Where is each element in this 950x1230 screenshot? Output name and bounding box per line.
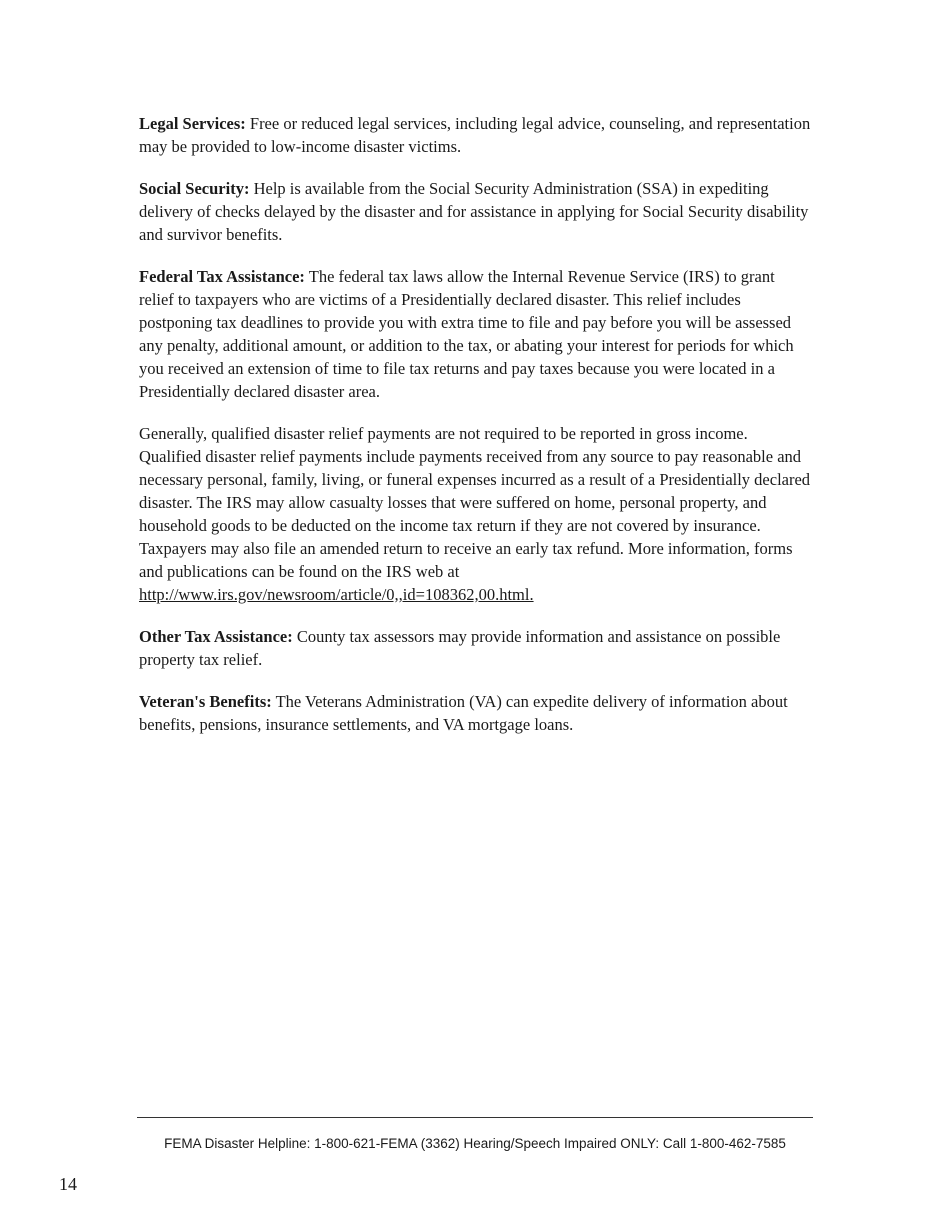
paragraph-text: Help is available from the Social Security Administration (SSA) in expediting delivery of checks delayed by the disaster and for assistance in applying for Social Security disability and survivor benefits. — [139, 179, 809, 244]
paragraph-legal-services — [139, 112, 811, 158]
paragraph-heading: Legal Services: — [139, 114, 246, 133]
footer-helpline: FEMA Disaster Helpline: 1-800-621-FEMA (3362) Hearing/Speech Impaired ONLY: Call 1-800-462-7585 — [164, 1136, 786, 1151]
paragraph-other-tax-assistance — [139, 625, 811, 671]
paragraph-text: Free or reduced legal services, including legal advice, counseling, and representation may be provided to low-income disaster victims. — [139, 114, 811, 156]
paragraph-heading: Veteran's Benefits: — [139, 692, 272, 711]
paragraph-text: County tax assessors may provide information and assistance on possible property tax relief. — [139, 627, 781, 669]
paragraph-text: Generally, qualified disaster relief payments are not required to be reported in gross income. Qualified disaster relief payments include payments received from any source to pay reasonable and necessary personal, family, living, or funeral expenses incurred as a result of a Presidentially declared disaster. The IRS may allow casualty losses that were suffered on home, personal property, and household goods to be deducted on the income tax return if they are not covered by insurance. Taxpayers may also file an amended return to receive an early tax refund. More information, forms and publications can be found on the IRS web at — [139, 424, 811, 581]
paragraph-heading: Other Tax Assistance: — [139, 627, 293, 646]
paragraph-disaster-relief-payments — [139, 422, 811, 606]
irs-newsroom-link[interactable]: http://www.irs.gov/newsroom/article/0,,id=108362,00.html. — [139, 585, 534, 604]
paragraph-heading: Social Security: — [139, 179, 250, 198]
paragraph-text: The Veterans Administration (VA) can expedite delivery of information about benefits, pensions, insurance settlements, and VA mortgage loans. — [139, 692, 788, 734]
page-content — [139, 112, 811, 755]
paragraph-federal-tax-assistance — [139, 265, 811, 403]
paragraph-veterans-benefits — [139, 690, 811, 736]
footer-divider — [137, 1117, 813, 1118]
paragraph-social-security — [139, 177, 811, 246]
paragraph-heading: Federal Tax Assistance: — [139, 267, 305, 286]
page-number: 14 — [59, 1174, 77, 1194]
paragraph-text: The federal tax laws allow the Internal Revenue Service (IRS) to grant relief to taxpayers who are victims of a Presidentially declared disaster. This relief includes postponing tax deadlines to provide you with extra time to file and pay before you will be assessed any penalty, additional amount, or addition to the tax, or abating your interest for periods for which you received an extension of time to file tax returns and pay taxes because you were located in a Presidentially declared disaster area. — [139, 267, 794, 401]
